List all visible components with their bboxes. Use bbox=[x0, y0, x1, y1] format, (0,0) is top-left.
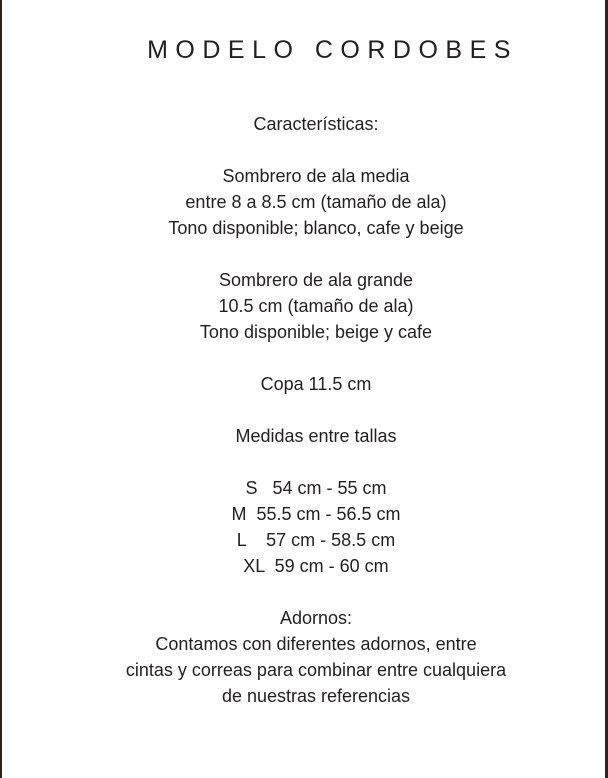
text-line: L 57 cm - 58.5 cm bbox=[236, 530, 396, 550]
product-description bbox=[0, 111, 608, 735]
text-line: Adornos: bbox=[279, 608, 353, 628]
large-brim-block bbox=[0, 267, 608, 345]
crown-block bbox=[0, 371, 608, 397]
text-line: Tono disponible; beige y cafe bbox=[199, 322, 433, 342]
decorations-block bbox=[0, 605, 608, 709]
medium-brim-block bbox=[0, 163, 608, 241]
text-line: Contamos con diferentes adornos, entre bbox=[155, 634, 477, 654]
text-line: XL 59 cm - 60 cm bbox=[243, 556, 389, 576]
features-heading bbox=[0, 111, 608, 137]
text-line: M 55.5 cm - 56.5 cm bbox=[231, 504, 401, 524]
text-line: 10.5 cm (tamaño de ala) bbox=[218, 296, 414, 316]
page-title: MODELO CORDOBES bbox=[147, 36, 518, 64]
text-line: Copa 11.5 cm bbox=[260, 374, 372, 394]
text-line: Sombrero de ala media bbox=[222, 166, 410, 186]
text-line: S 54 cm - 55 cm bbox=[245, 478, 387, 498]
text-line: de nuestras referencias bbox=[221, 686, 411, 706]
size-list bbox=[0, 475, 608, 579]
text-line: Tono disponible; blanco, cafe y beige bbox=[168, 218, 464, 238]
sizes-heading bbox=[0, 423, 608, 449]
text-line: Características: bbox=[253, 114, 379, 134]
text-line: Sombrero de ala grande bbox=[218, 270, 414, 290]
text-line: cintas y correas para combinar entre cualquiera bbox=[125, 660, 507, 680]
text-line: Medidas entre tallas bbox=[235, 426, 397, 446]
text-line: entre 8 a 8.5 cm (tamaño de ala) bbox=[185, 192, 447, 212]
